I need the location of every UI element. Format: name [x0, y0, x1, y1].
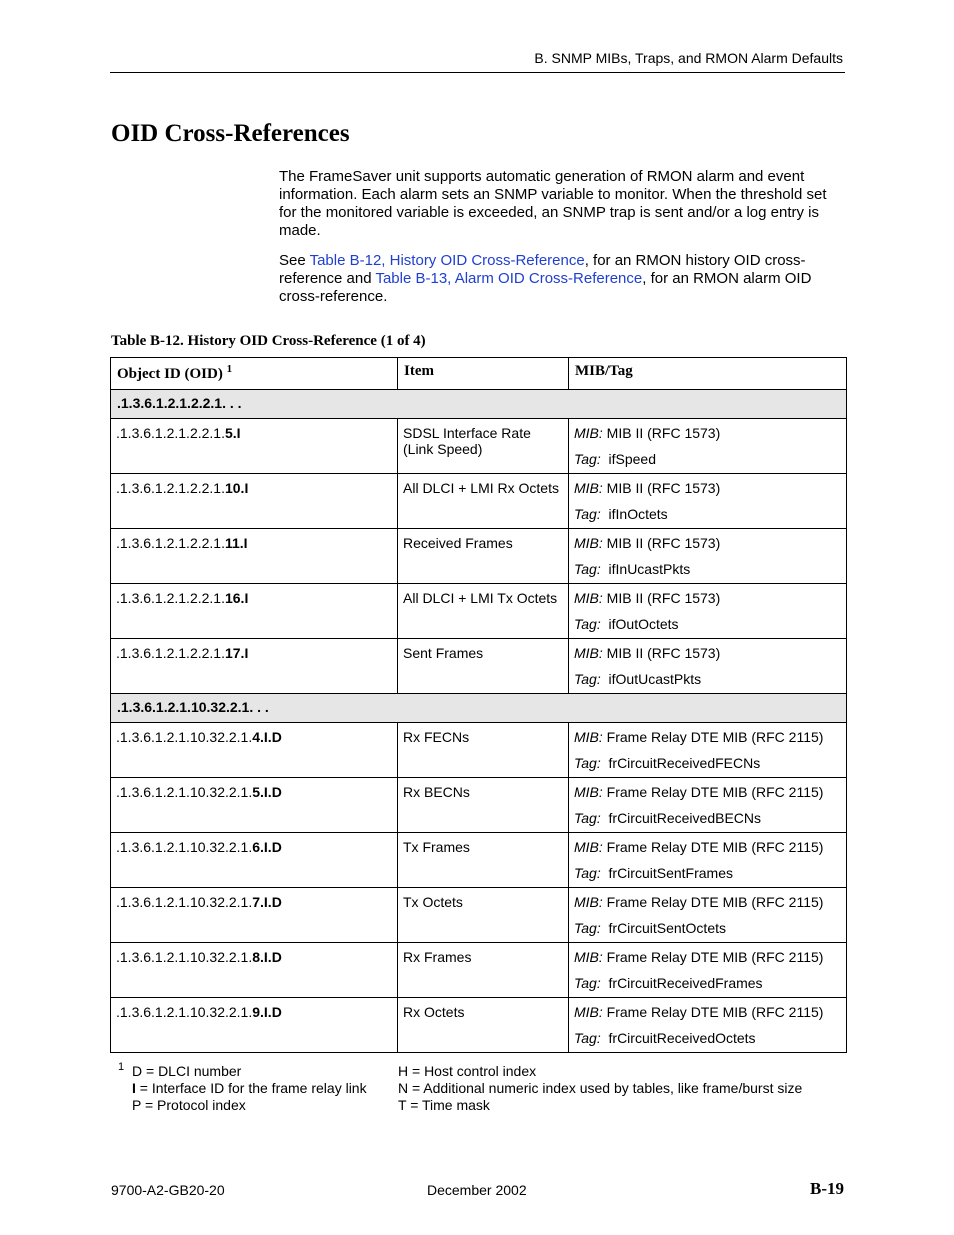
oid-prefix: .1.3.6.1.2.1.2.2.1.: [116, 480, 225, 496]
mib-label: MIB:: [574, 729, 603, 745]
item-cell: Rx Frames: [398, 943, 569, 998]
item-cell: Rx Octets: [398, 998, 569, 1053]
reference-text-2: , for an RMON history OID cross-reference and: [279, 252, 806, 287]
tag-value: frCircuitReceivedBECNs: [608, 810, 761, 826]
mib-value: Frame Relay DTE MIB (RFC 2115): [606, 839, 824, 855]
footer-doc-number: 9700-A2-GB20-20: [111, 1182, 225, 1198]
tag-label: Tag:: [574, 755, 601, 771]
tag-label: Tag:: [574, 616, 601, 632]
table-row: [111, 474, 847, 529]
table-row: [111, 584, 847, 639]
oid-cell: [111, 778, 398, 833]
item-cell: Tx Frames: [398, 833, 569, 888]
reference-text-3: , for an RMON alarm OID cross-reference.: [279, 270, 812, 305]
header-item: Item: [398, 358, 569, 390]
link-table-b13[interactable]: Table B-13, Alarm OID Cross-Reference: [375, 270, 643, 287]
item-cell: Rx FECNs: [398, 723, 569, 778]
mib-label: MIB:: [574, 949, 603, 965]
tag-label: Tag:: [574, 975, 601, 991]
group-oid: .1.3.6.1.2.1.2.2.1. . .: [111, 390, 847, 419]
table-row: [111, 998, 847, 1053]
table-row: [111, 888, 847, 943]
tag-label: Tag:: [574, 1030, 601, 1046]
intro-paragraph: The FrameSaver unit supports automatic generation of RMON alarm and event information. Each alarm sets an SNMP variable to monitor. When the threshold set for the monitored variable is exceeded, an SNMP trap is sent and/or a log entry is made.: [279, 168, 827, 239]
mib-value: Frame Relay DTE MIB (RFC 2115): [606, 949, 824, 965]
footnote-ref: 1: [226, 363, 233, 375]
tag-value: frCircuitReceivedFECNs: [608, 755, 761, 771]
header-oid: Object ID (OID) $^1$: [111, 358, 398, 390]
oid-prefix: .1.3.6.1.2.1.2.2.1.: [116, 425, 225, 441]
page-number: B-19: [810, 1179, 844, 1198]
oid-cell: [111, 723, 398, 778]
tag-value: ifOutUcastPkts: [608, 671, 702, 687]
item-cell: Rx BECNs: [398, 778, 569, 833]
footnote-left-column: [132, 1063, 402, 1114]
oid-prefix: .1.3.6.1.2.1.10.32.2.1.: [116, 839, 253, 855]
table-row: [111, 723, 847, 778]
mib-value: Frame Relay DTE MIB (RFC 2115): [606, 1004, 824, 1020]
tag-value: frCircuitSentOctets: [608, 920, 726, 936]
oid-cell: [111, 584, 398, 639]
mib-value: Frame Relay DTE MIB (RFC 2115): [606, 894, 824, 910]
oid-suffix: 16.I: [224, 590, 249, 606]
table-group-row: [111, 694, 847, 723]
oid-suffix: 4.I.D: [252, 729, 282, 745]
footnote-line: N = Additional numeric index used by tables, like frame/burst size: [398, 1080, 803, 1096]
oid-cell: [111, 529, 398, 584]
oid-cell: [111, 833, 398, 888]
header-mib-tag: MIB/Tag: [569, 358, 847, 390]
footnote-line: T = Time mask: [398, 1097, 490, 1113]
running-head: B. SNMP MIBs, Traps, and RMON Alarm Defaults: [534, 50, 843, 66]
item-cell: All DLCI + LMI Tx Octets: [398, 584, 569, 639]
oid-suffix: 7.I.D: [252, 894, 282, 910]
item-cell: Sent Frames: [398, 639, 569, 694]
item-cell: Tx Octets: [398, 888, 569, 943]
oid-prefix: .1.3.6.1.2.1.10.32.2.1.: [116, 894, 253, 910]
footnote-marker: 1: [118, 1061, 125, 1073]
oid-prefix: .1.3.6.1.2.1.10.32.2.1.: [116, 1004, 253, 1020]
mib-tag-cell: [569, 943, 847, 998]
tag-label: Tag:: [574, 561, 601, 577]
oid-prefix: .1.3.6.1.2.1.2.2.1.: [116, 590, 225, 606]
mib-label: MIB:: [574, 839, 603, 855]
table-row: [111, 419, 847, 474]
tag-value: frCircuitSentFrames: [608, 865, 733, 881]
header-rule: [110, 72, 845, 73]
history-oid-table: [110, 357, 847, 1053]
mib-tag-cell: [569, 529, 847, 584]
mib-tag-cell: [569, 833, 847, 888]
mib-label: MIB:: [574, 590, 603, 606]
footnote-line: H = Host control index: [398, 1063, 537, 1079]
mib-tag-cell: [569, 723, 847, 778]
mib-tag-cell: [569, 888, 847, 943]
item-cell: Received Frames: [398, 529, 569, 584]
footnote-line: P = Protocol index: [132, 1097, 246, 1113]
group-oid: .1.3.6.1.2.1.10.32.2.1. . .: [111, 694, 847, 723]
mib-value: Frame Relay DTE MIB (RFC 2115): [606, 729, 824, 745]
mib-label: MIB:: [574, 645, 603, 661]
tag-label: Tag:: [574, 865, 601, 881]
footnote-line: I = Interface ID for the frame relay link: [132, 1080, 367, 1096]
oid-suffix: 5.I: [224, 425, 241, 441]
tag-label: Tag:: [574, 810, 601, 826]
table-row: [111, 778, 847, 833]
mib-tag-cell: [569, 584, 847, 639]
tag-value: ifSpeed: [608, 451, 656, 467]
table-row: [111, 639, 847, 694]
tag-label: Tag:: [574, 506, 601, 522]
mib-label: MIB:: [574, 894, 603, 910]
tag-value: ifOutOctets: [608, 616, 679, 632]
mib-value: Frame Relay DTE MIB (RFC 2115): [606, 784, 824, 800]
mib-label: MIB:: [574, 784, 603, 800]
table-row: [111, 833, 847, 888]
mib-tag-cell: [569, 474, 847, 529]
footnote-line: D = DLCI number: [132, 1063, 242, 1079]
oid-suffix: 6.I.D: [252, 839, 282, 855]
footer-date: December 2002: [427, 1182, 527, 1198]
oid-prefix: .1.3.6.1.2.1.2.2.1.: [116, 645, 225, 661]
mib-label: MIB:: [574, 480, 603, 496]
mib-value: MIB II (RFC 1573): [606, 425, 721, 441]
tag-label: Tag:: [574, 451, 601, 467]
tag-value: frCircuitReceivedFrames: [608, 975, 763, 991]
oid-cell: [111, 419, 398, 474]
oid-suffix: 11.I: [224, 535, 248, 551]
table-row: [111, 529, 847, 584]
reference-text-1: See: [279, 252, 310, 269]
oid-suffix: 17.I: [224, 645, 249, 661]
mib-label: MIB:: [574, 535, 603, 551]
mib-value: MIB II (RFC 1573): [606, 535, 721, 551]
table-group-row: [111, 390, 847, 419]
oid-cell: [111, 474, 398, 529]
oid-prefix: .1.3.6.1.2.1.10.32.2.1.: [116, 729, 253, 745]
link-table-b12[interactable]: Table B-12, History OID Cross-Reference: [309, 252, 585, 269]
mib-value: MIB II (RFC 1573): [606, 590, 721, 606]
tag-value: ifInOctets: [608, 506, 668, 522]
tag-label: Tag:: [574, 671, 601, 687]
oid-suffix: 8.I.D: [252, 949, 282, 965]
table-caption: Table B-12. History OID Cross-Reference (1 of 4): [111, 333, 426, 349]
item-cell: SDSL Interface Rate (Link Speed): [398, 419, 569, 474]
table-header-row: [111, 358, 847, 390]
mib-value: MIB II (RFC 1573): [606, 480, 721, 496]
oid-cell: [111, 943, 398, 998]
oid-cell: [111, 639, 398, 694]
oid-suffix: 5.I.D: [252, 784, 282, 800]
mib-value: MIB II (RFC 1573): [606, 645, 721, 661]
mib-tag-cell: [569, 778, 847, 833]
oid-prefix: .1.3.6.1.2.1.10.32.2.1.: [116, 784, 253, 800]
item-cell: All DLCI + LMI Rx Octets: [398, 474, 569, 529]
oid-prefix: .1.3.6.1.2.1.10.32.2.1.: [116, 949, 253, 965]
oid-cell: [111, 998, 398, 1053]
oid-cell: [111, 888, 398, 943]
oid-prefix: .1.3.6.1.2.1.2.2.1.: [116, 535, 225, 551]
footnote-right-column: [398, 1063, 828, 1114]
mib-tag-cell: [569, 419, 847, 474]
tag-label: Tag:: [574, 920, 601, 936]
oid-suffix: 9.I.D: [252, 1004, 282, 1020]
oid-suffix: 10.I: [224, 480, 249, 496]
mib-tag-cell: [569, 639, 847, 694]
reference-paragraph: [279, 252, 845, 306]
tag-value: frCircuitReceivedOctets: [608, 1030, 756, 1046]
mib-label: MIB:: [574, 1004, 603, 1020]
mib-label: MIB:: [574, 425, 603, 441]
section-title: OID Cross-References: [111, 120, 350, 147]
table-row: [111, 943, 847, 998]
tag-value: ifInUcastPkts: [608, 561, 691, 577]
mib-tag-cell: [569, 998, 847, 1053]
